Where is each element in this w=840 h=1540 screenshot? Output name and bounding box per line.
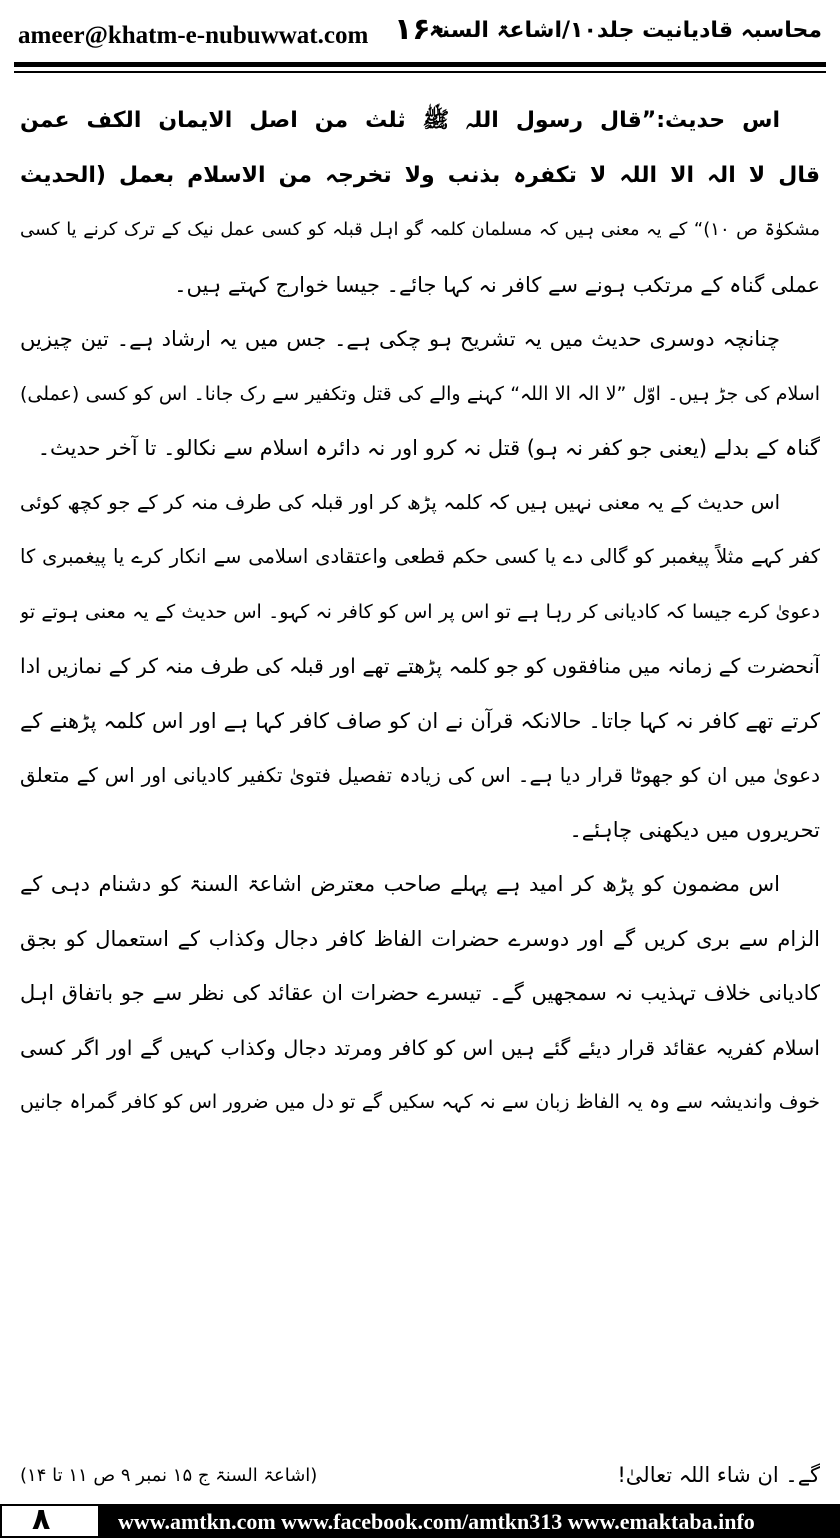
text-line: اس مضمون کو پڑھ کر امید ہے پہلے صاحب معترض اشاعۃ السنۃ کو دشنام دہی کے <box>20 872 780 896</box>
book-title: محاسبہ قادیانیت جلد۱۰/اشاعۃ السنۃ <box>428 18 822 43</box>
text-line: عملی گناہ کے مرتکب ہونے سے کافر نہ کہا جائے۔ جیسا خوارج کہتے ہیں۔ <box>174 272 820 297</box>
closing-text: گے۔ ان شاء اللہ تعالیٰ! <box>617 1463 820 1487</box>
closing-row <box>20 1461 820 1501</box>
footer-links[interactable]: www.amtkn.com www.facebook.com/amtkn313 www.emaktaba.info <box>118 1509 755 1534</box>
page-number: ۱۶۰ <box>394 12 449 47</box>
text-line: دعویٰ کرے جیسا کہ کادیانی کر رہا ہے تو اس پر اس کو کافر نہ کہو۔ اس حدیث کے یہ معنی ہوتے تو <box>20 600 820 623</box>
text-line: خوف واندیشہ سے وہ یہ الفاظ زبان سے نہ کہہ سکیں گے تو دل میں ضرور اس کو کافر گمراہ جانیں <box>20 1091 820 1113</box>
header-email[interactable]: ameer@khatm-e-nubuwwat.com <box>18 22 369 49</box>
text-line: دعویٰ میں ان کو جھوٹا قرار دیا ہے۔ اس کی زیادہ تفصیل فتویٰ تکفیر کادیانی اور اس کے متعلق <box>20 763 820 787</box>
text-line: تحریروں میں دیکھنی چاہئے۔ <box>569 817 820 842</box>
text-line: اسلام کی جڑ ہیں۔ اوّل ”لا الہ الا اللہ“ کہنے والے کی قتل وتکفیر سے رک جانا۔ اس کو کسی (عملی) <box>20 382 820 405</box>
text-line: اس حدیث:”قال رسول اللہ ﷺ ثلث من اصل الایمان الکف عمن <box>20 108 780 133</box>
text-line: اسلام کفریہ عقائد قرار دیئے گئے ہیں اس کو کافر ومرتد دجال وکذاب کہیں گے اور اگر کسی <box>20 1035 820 1060</box>
footer-number-box <box>0 1504 100 1538</box>
source-reference: (اشاعۃ السنۃ ج ۱۵ نمبر ۹ ص ۱۱ تا ۱۴) <box>20 1465 318 1486</box>
page-body <box>20 94 820 1130</box>
header-rule-thick <box>14 62 826 67</box>
text-line: مشکوٰۃ ص ۱۰)“ کے یہ معنی ہیں کہ مسلمان کلمہ گو اہل قبلہ کو کسی عمل نیک کے ترک کرنے یا کسی <box>20 219 820 240</box>
header-rule-thin <box>14 71 826 73</box>
text-line: قال لا الہ الا اللہ لا تکفرہ بذنب ولا تخرجہ من الاسلام بعمل (الحدیث <box>20 162 820 188</box>
page-header <box>0 0 840 70</box>
text-line: آنحضرت کے زمانہ میں منافقوں کو جو کلمہ پڑھتے تھے اور قبلہ کی طرف منہ کر کے نمازیں ادا <box>20 654 820 678</box>
text-line: چنانچہ دوسری حدیث میں یہ تشریح ہو چکی ہے۔ جس میں یہ ارشاد ہے۔ تین چیزیں <box>20 327 780 351</box>
text-line: کرتے تھے کافر نہ کہا جاتا۔ حالانکہ قرآن نے ان کو صاف کافر کہا ہے اور اس کلمہ پڑھنے کے <box>20 708 820 733</box>
text-line: الزام سے بری کریں گے اور دوسرے حضرات الفاظ کافر دجال وکذاب کے استعمال کو بجق <box>20 926 820 951</box>
page-footer <box>0 1504 840 1540</box>
text-line: کادیانی خلاف تہذیب نہ سمجھیں گے۔ تیسرے حضرات ان عقائد کی نظر سے جو باتفاق اہل <box>20 981 820 1005</box>
footer-number: ۸ <box>32 1502 51 1537</box>
text-line: گناہ کے بدلے (یعنی جو کفر نہ ہو) قتل نہ کرو اور نہ دائرہ اسلام سے نکالو۔ تا آخر حدیث۔ <box>37 436 820 460</box>
text-line: اس حدیث کے یہ معنی نہیں ہیں کہ کلمہ پڑھ کر اور قبلہ کی طرف منہ کر کے جو کچھ کوئی <box>20 490 780 514</box>
text-line: کفر کہے مثلاً پیغمبر کو گالی دے یا کسی حکم قطعی واعتقادی اسلامی سے انکار کرے یا پیغمبری کا <box>20 545 820 568</box>
